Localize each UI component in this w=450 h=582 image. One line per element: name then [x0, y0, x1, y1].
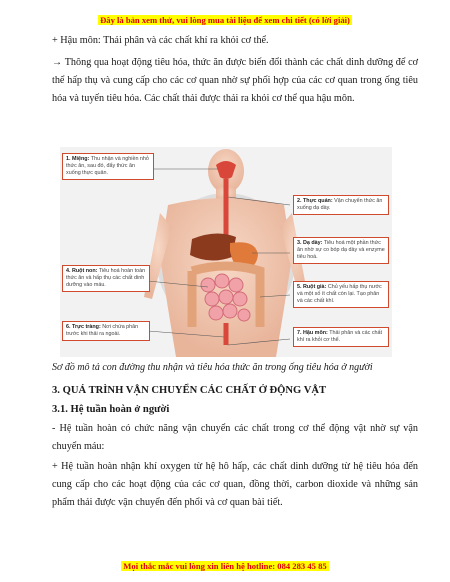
label-anus-title: 7. Hậu môn:	[297, 330, 328, 336]
label-large-intestine-title: 5. Ruột già:	[297, 284, 327, 290]
figure-caption: Sơ đồ mô tả con đường thu nhận và tiêu hóa thức ăn trong ống tiêu hóa ở người	[52, 362, 373, 373]
digestive-system-figure	[60, 147, 392, 357]
section-heading: 3. QUÁ TRÌNH VẬN CHUYỂN CÁC CHẤT Ở ĐỘNG VẬT	[52, 385, 327, 396]
subsection-heading: 3.1. Hệ tuần hoàn ở người	[52, 404, 170, 415]
label-stomach-text: Tiêu hoá một phần thức ăn nhờ sự co bóp dạ dày và enzyme tiêu hoá.	[297, 240, 385, 260]
label-anus-text: Thải phân và các chất khí ra khỏi cơ thể.	[297, 330, 383, 343]
label-esophagus	[293, 195, 389, 215]
label-small-intestine-text: Tiêu hoá hoàn toàn thức ăn và hấp thụ các chất dinh dưỡng vào máu.	[66, 268, 146, 288]
intro-summary: → Thông qua hoạt động tiêu hóa, thức ăn được biến đổi thành các chất dinh dưỡng để cơ thể hấp thụ và cung cấp cho các cơ quan nhờ sự phối hợp của các cơ quan trong ống tiêu hóa và tuyến tiêu hóa. Các chất thải được thải ra khỏi cơ thể qua hậu môn.	[52, 57, 418, 105]
label-rectum-text: Nơi chứa phân trước khi thải ra ngoài.	[66, 324, 139, 337]
label-small-intestine-title: 4. Ruột non:	[66, 268, 98, 274]
circulation-paragraph-2: + Hệ tuần hoàn nhận khí oxygen từ hệ hô hấp, các chất dinh dưỡng từ hệ tiêu hóa đến cung cấp cho các hoạt động của các cơ quan, đồng thời, carbon dioxide và những sản phẩm thải được vận chuyển đến phổi và cơ quan bài tiết.	[52, 461, 418, 509]
label-mouth-text: Thu nhận và nghiền nhỏ thức ăn, sau đó, đẩy thức ăn xuống thực quản.	[66, 156, 149, 176]
preview-banner	[0, 10, 450, 28]
preview-banner-text: Đây là bản xem thử, vui lòng mua tài liệu để xem chi tiết (có lời giải)	[100, 15, 350, 25]
intro-line-anus: + Hậu môn: Thải phân và các chất khí ra khỏi cơ thể.	[52, 35, 269, 46]
liver-shape	[190, 233, 236, 260]
label-mouth-title: 1. Miệng:	[66, 156, 90, 162]
label-stomach	[293, 237, 389, 264]
label-esophagus-text: Vận chuyển thức ăn xuống dạ dày.	[297, 198, 383, 211]
label-small-intestine	[62, 265, 150, 292]
label-mouth	[62, 153, 154, 180]
label-rectum	[62, 321, 150, 341]
label-large-intestine-text: Chủ yếu hấp thụ nước và một số ít chất còn lại. Tạo phân và các chất khí.	[297, 284, 382, 304]
hotline-text: Mọi thắc mắc vui lòng xin liên hệ hotline: 084 283 45 85	[123, 561, 327, 571]
label-anus	[293, 327, 389, 347]
label-esophagus-title: 2. Thực quản:	[297, 198, 333, 204]
label-rectum-title: 6. Trực tràng:	[66, 324, 101, 330]
label-stomach-title: 3. Dạ dày:	[297, 240, 323, 246]
circulation-paragraph-1: - Hệ tuần hoàn có chức năng vận chuyển các chất trong cơ thể động vật nhờ sự vận chuyển máu:	[52, 423, 418, 453]
label-large-intestine	[293, 281, 389, 308]
hotline-footer	[0, 556, 450, 574]
